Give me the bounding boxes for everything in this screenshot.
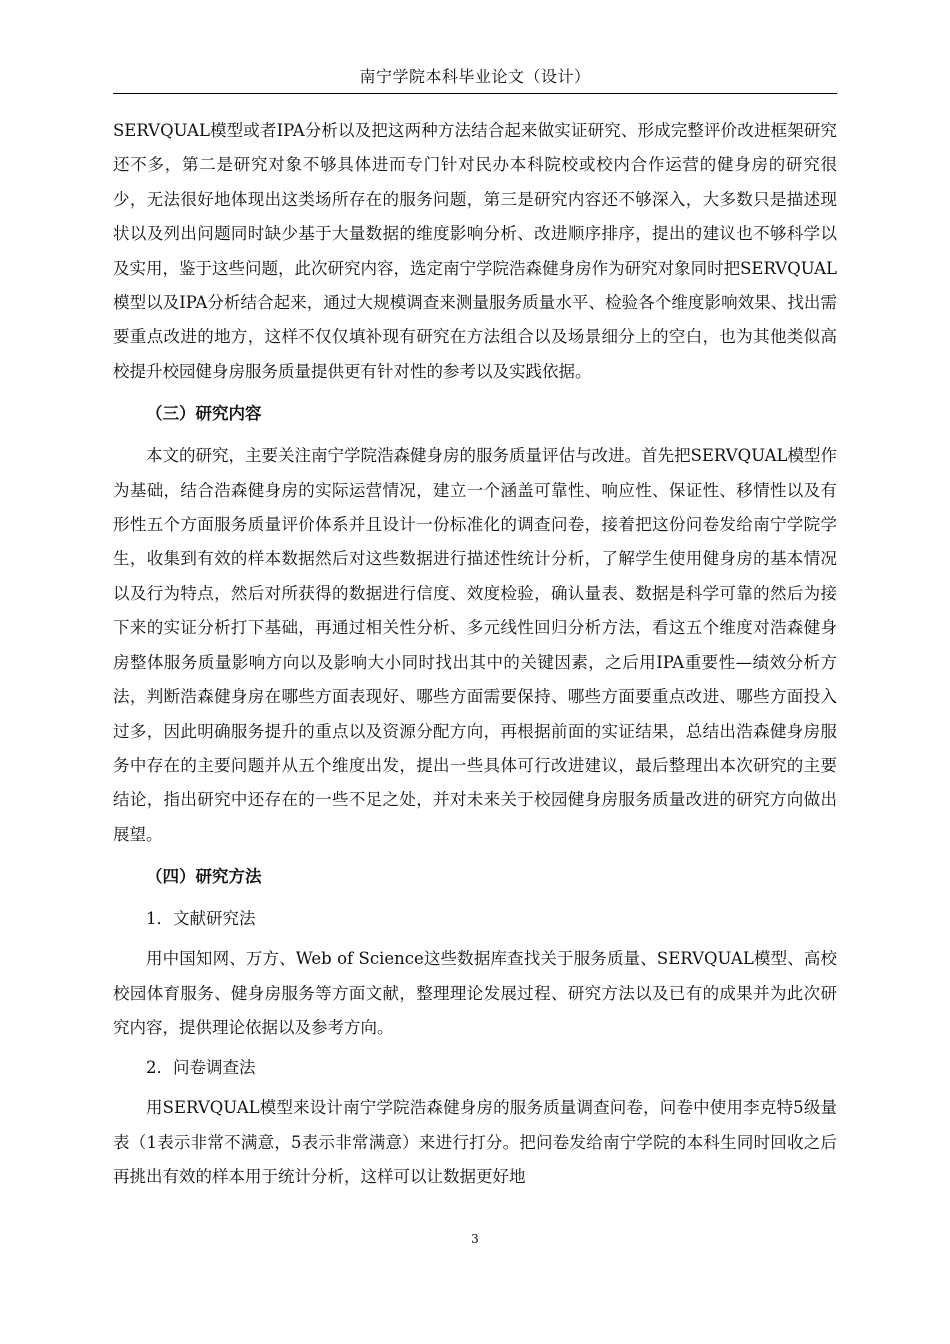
paragraph-questionnaire-method: 用SERVQUAL模型来设计南宁学院浩森健身房的服务质量调查问卷，问卷中使用李克特5级量表（1表示非常不满意，5表示非常满意）来进行打分。把问卷发给南宁学院的本科生同时回收之后再挑出有效的样本用于统计分析，这样可以让数据更好地 — [113, 1098, 837, 1187]
paragraph-research-gap: SERVQUAL模型或者IPA分析以及把这两种方法结合起来做实证研究、形成完整评价改进框架研究还不多，第二是研究对象不够具体进而专门针对民办本科院校或校内合作运营的健身房的研究很少，无法很好地体现出这类场所存在的服务问题，第三是研究内容还不够深入，大多数只是描述现状以及列出问题同时缺少基于大量数据的维度影响分析、改进顺序排序，提出的建议也不够科学以及实用，鉴于这些问题，此次研究内容，选定南宁学院浩森健身房作为研究对象同时把SERVQUAL模型以及IPA分析结合起来，通过大规模调查来测量服务质量水平、检验各个维度影响效果、找出需要重点改进的地方，这样不仅仅填补现有研究在方法组合以及场景细分上的空白，也为其他类似高校提升校园健身房服务质量提供更有针对性的参考以及实践依据。 — [113, 121, 837, 381]
section-heading-research-methods: （四）研究方法 — [146, 867, 262, 887]
method-title-literature: 1．文献研究法 — [146, 909, 256, 929]
page-header-title: 南宁学院本科毕业论文（设计） — [359, 67, 591, 86]
paragraph-literature-method: 用中国知网、万方、Web of Science这些数据库查找关于服务质量、SERVQUAL模型、高校校园体育服务、健身房服务等方面文献，整理理论发展过程、研究方法以及已有的成果并为此次研究内容，提供理论依据以及参考方向。 — [113, 949, 837, 1037]
header-divider — [113, 93, 837, 94]
method-title-questionnaire: 2．问卷调查法 — [146, 1058, 256, 1078]
paragraph-research-content: 本文的研究，主要关注南宁学院浩森健身房的服务质量评估与改进。首先把SERVQUAL模型作为基础，结合浩森健身房的实际运营情况，建立一个涵盖可靠性、响应性、保证性、移情性以及有形性五个方面服务质量评价体系并且设计一份标准化的调查问卷，接着把这份问卷发给南宁学院学生，收集到有效的样本数据然后对这些数据进行描述性统计分析，了解学生使用健身房的基本情况以及行为特点，然后对所获得的数据进行信度、效度检验，确认量表、数据是科学可靠的然后为接下来的实证分析打下基础，再通过相关性分析、多元线性回归分析方法，看这五个维度对浩森健身房整体服务质量影响方向以及影响大小同时找出其中的关键因素，之后用IPA重要性—绩效分析方法，判断浩森健身房在哪些方面表现好、哪些方面需要保持、哪些方面要重点改进、哪些方面投入过多，因此明确服务提升的重点以及资源分配方向，再根据前面的实证结果，总结出浩森健身房服务中存在的主要问题并从五个维度出发，提出一些具体可行改进建议，最后整理出本次研究的主要结论，指出研究中还存在的一些不足之处，并对未来关于校园健身房服务质量改进的研究方向做出展望。 — [113, 446, 837, 844]
page-number: 3 — [471, 1232, 479, 1246]
document-body — [113, 114, 837, 1195]
section-heading-research-content: （三）研究内容 — [146, 404, 262, 424]
